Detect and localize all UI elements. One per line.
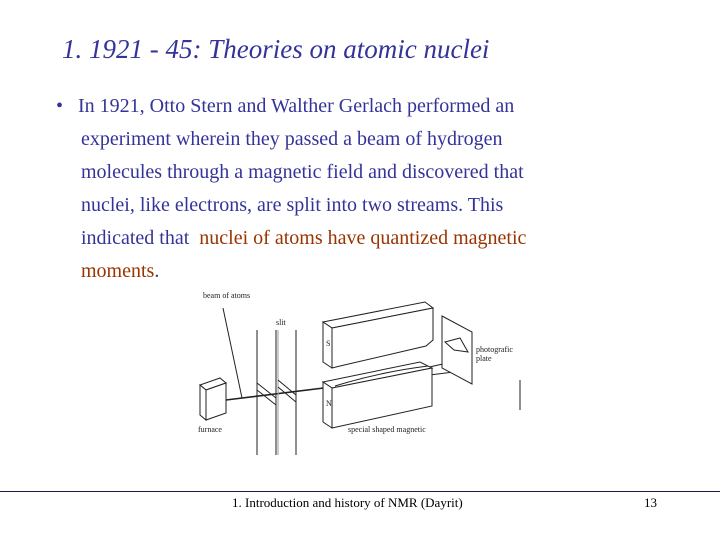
bullet-marker: • <box>56 95 64 117</box>
highlight-text: nuclei of atoms have quantized magnetic <box>199 227 527 249</box>
diagram-illustration <box>180 280 540 460</box>
bullet-line-1: In 1921, Otto Stern and Walther Gerlach performed an <box>78 95 515 117</box>
label-magnet: special shaped magnetic <box>348 425 426 434</box>
label-north: N <box>326 399 332 408</box>
bullet-paragraph <box>56 90 656 288</box>
label-beam: beam of atoms <box>203 291 251 300</box>
period: . <box>154 260 160 282</box>
label-slit: slit <box>276 318 286 327</box>
page-number: 13 <box>644 495 657 510</box>
footer-text: 1. Introduction and history of NMR (Dayrit) <box>232 495 463 510</box>
bullet-line-2: experiment wherein they passed a beam of hydrogen <box>81 128 503 150</box>
bullet-line-4: nuclei, like electrons, are split into two streams. This <box>81 194 504 216</box>
footer-divider <box>0 491 720 492</box>
furnace-icon <box>200 378 226 420</box>
label-south: S <box>326 339 331 348</box>
label-plate-1: photografic <box>476 345 513 354</box>
label-furnace: furnace <box>198 425 222 434</box>
highlight-text-end: moments <box>81 260 155 282</box>
stern-gerlach-diagram <box>180 280 540 460</box>
bullet-line-3: molecules through a magnetic field and discovered that <box>81 161 524 183</box>
label-plate-2: plate <box>476 354 492 363</box>
bullet-line-5-prefix: indicated that <box>81 227 200 249</box>
slide-title: 1. 1921 - 45: Theories on atomic nuclei <box>62 34 490 64</box>
